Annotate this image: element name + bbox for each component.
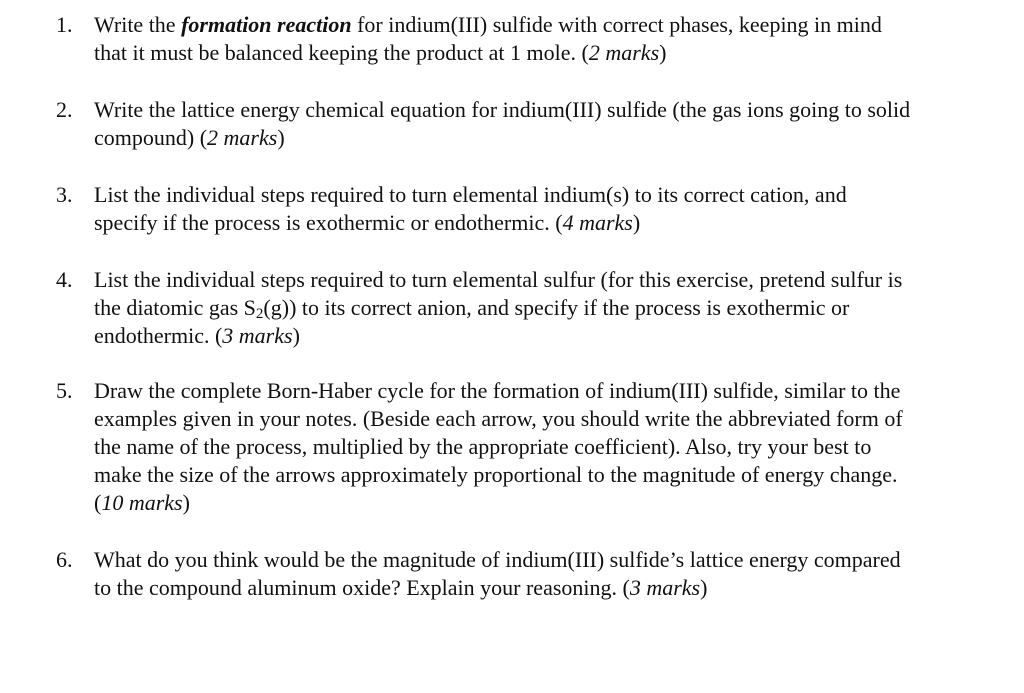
question-5: [56, 377, 1016, 517]
question-number: 3.: [56, 182, 73, 207]
question-2: [56, 96, 1016, 152]
marks-label: 10 marks: [101, 490, 183, 515]
marks-label: 3 marks: [629, 575, 701, 600]
question-line: (10 marks): [94, 490, 190, 515]
question-text: [94, 96, 1016, 152]
marks-label: 2 marks: [207, 125, 278, 150]
question-number: 2.: [56, 97, 73, 122]
question-line: List the individual steps required to turn elemental indium(s) to its correct cation, and: [94, 182, 847, 207]
question-text: [94, 546, 1016, 602]
emphasis-term: formation reaction: [181, 12, 352, 37]
question-line: Write the formation reaction for indium(III) sulfide with correct phases, keeping in mind: [94, 12, 882, 37]
question-4: [56, 266, 1016, 350]
marks-label: 2 marks: [588, 40, 660, 65]
question-1: [56, 11, 1016, 67]
marks-label: 4 marks: [562, 210, 633, 235]
question-line: Write the lattice energy chemical equation for indium(III) sulfide (the gas ions going to solid: [94, 97, 911, 122]
question-line: to the compound aluminum oxide? Explain your reasoning. (3 marks): [94, 575, 708, 600]
question-line: endothermic. (3 marks): [94, 323, 300, 348]
question-line: make the size of the arrows approximately proportional to the magnitude of energy change.: [94, 462, 898, 487]
question-number: 4.: [56, 267, 73, 292]
question-number: 6.: [56, 547, 73, 572]
question-line: Draw the complete Born-Haber cycle for the formation of indium(III) sulfide, similar to the: [94, 378, 901, 403]
subscript: 2: [255, 306, 264, 322]
question-line: What do you think would be the magnitude of indium(III) sulfide’s lattice energy compared: [94, 547, 901, 572]
question-line: the name of the process, multiplied by the appropriate coefficient). Also, try your best to: [94, 434, 872, 459]
question-line: specify if the process is exothermic or endothermic. (4 marks): [94, 210, 641, 235]
question-line: compound) (2 marks): [94, 125, 285, 150]
question-line: the diatomic gas $S_2(g)$) to its correct anion, and specify if the process is exothermic or: [94, 295, 850, 322]
question-number: 5.: [56, 378, 73, 403]
question-number: 1.: [56, 12, 73, 37]
marks-label: 3 marks: [222, 323, 293, 348]
question-6: [56, 546, 1016, 602]
question-line: that it must be balanced keeping the product at 1 mole. (2 marks): [94, 40, 667, 65]
question-text: [94, 181, 1016, 237]
question-text: [94, 266, 1016, 350]
question-text: [94, 377, 1016, 517]
question-3: [56, 181, 1016, 237]
question-text: [94, 11, 1016, 67]
question-line: examples given in your notes. (Beside each arrow, you should write the abbreviated form of: [94, 406, 903, 431]
question-line: List the individual steps required to turn elemental sulfur (for this exercise, pretend sulfur is: [94, 267, 903, 292]
